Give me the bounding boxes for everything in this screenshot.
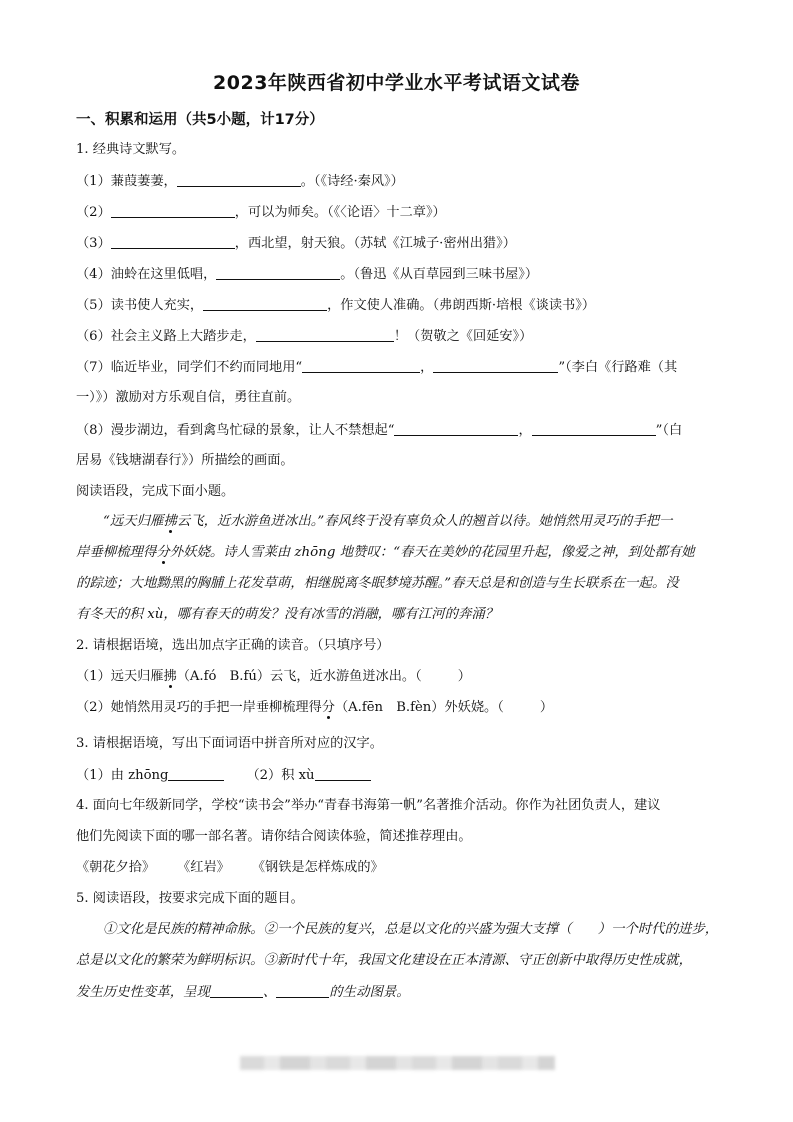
passage-line-3: 的踪迹；大地黝黑的胸脯上花发草萌，相继脱离冬眠梦境苏醒。”春天总是和创造与生长联系在一起。没 xyxy=(76,576,679,591)
q5-passage-line-1: ①文化是民族的精神命脉。②一个民族的复兴，总是以文化的兴盛为强大支撑（ ）一个时代的进步， xyxy=(103,922,719,937)
answer-blank[interactable] xyxy=(111,234,235,249)
q1-item-4: （4）油蛉在这里低唱， 。（鲁迅《从百草园到三味书屋》） xyxy=(76,267,539,282)
q2-item-1: （1）远天归雁拂（A.fó B.fú）云飞，近水游鱼迸冰出。（ ） xyxy=(76,669,471,684)
q1-item-6: （6）社会主义路上大踏步走， ！（贺敬之《回延安》） xyxy=(76,329,533,344)
q1-item-8-cont: 居易《钱塘湖春行》）所描绘的画面。 xyxy=(76,453,294,468)
q4-line-2: 他们先阅读下面的哪一部名著。请你结合阅读体验，简述推荐理由。 xyxy=(76,829,472,844)
answer-blank[interactable] xyxy=(532,421,656,436)
q1-item-8: （8）漫步湖边，看到禽鸟忙碌的景象，让人不禁想起“ ， ”（白 xyxy=(76,423,683,438)
q1-item-7: （7）临近毕业，同学们不约而同地用“ ， ”（李白《行路难（其 xyxy=(76,360,678,375)
book-title: 《钢铁是怎样炼成的》 xyxy=(251,860,384,875)
blurred-watermark xyxy=(240,1056,555,1070)
q1-item-5: （5）读书使人充实， ，作文使人准确。（弗朗西斯·培根《谈读书》） xyxy=(76,298,596,313)
answer-blank[interactable] xyxy=(433,358,558,373)
answer-blank[interactable] xyxy=(216,265,340,280)
section-heading: 一、积累和运用（共5小题，计17分） xyxy=(76,112,324,128)
answer-blank[interactable] xyxy=(315,766,371,781)
q2-item-2: （2）她悄然用灵巧的手把一岸垂柳梳理得分（A.fēn B.fèn）外妖娆。（ ） xyxy=(76,700,553,715)
answer-blank[interactable] xyxy=(177,172,301,187)
exam-title: 2023年陕西省初中学业水平考试语文试卷 xyxy=(213,72,580,94)
q5-passage-line-2: 总是以文化的繁荣为鲜明标识。③新时代十年，我国文化建设在正本清源、守正创新中取得历史性成就， xyxy=(76,953,692,968)
q1-item-2: （2） ，可以为师矣。（《〈论语〉十二章》） xyxy=(76,205,446,220)
answer-blank[interactable] xyxy=(203,296,327,311)
answer-blank[interactable] xyxy=(276,983,329,998)
answer-blank[interactable] xyxy=(394,421,518,436)
q1-item-7-cont: 一）》）激励对方乐观自信，勇往直前。 xyxy=(76,390,301,405)
reading-instruction: 阅读语段，完成下面小题。 xyxy=(76,484,235,499)
q5-stem: 5. 阅读语段，按要求完成下面的题目。 xyxy=(76,891,304,906)
q3-items: （1）由 zhōng （2）积 xù xyxy=(76,766,726,785)
q4-books xyxy=(76,859,726,877)
book-title: 《朝花夕拾》 xyxy=(76,860,156,875)
q1-item-1: （1）蒹葭萋萋， 。（《诗经·秦风》） xyxy=(76,174,404,189)
answer-blank[interactable] xyxy=(210,983,263,998)
passage-line-2: 岸垂柳梳理得分外妖娆。诗人雪莱由 zhōng 地赞叹：“春天在美妙的花园里升起，像爱之神，到处都有她 xyxy=(76,545,695,560)
q5-passage-line-3: 发生历史性变革，呈现 、 的生动图景。 xyxy=(76,985,410,1000)
q2-stem: 2. 请根据语境，选出加点字正确的读音。（只填序号） xyxy=(76,638,390,653)
q1-item-3: （3） ，西北望，射天狼。（苏轼《江城子·密州出猎》） xyxy=(76,236,516,251)
answer-blank[interactable] xyxy=(302,358,420,373)
passage-line-1: “远天归雁拂云飞，近水游鱼迸冰出。”春风终于没有辜负众人的翘首以待。她悄然用灵巧的手把一 xyxy=(103,514,673,529)
passage-line-4: 有冬天的积 xù，哪有春天的萌发？没有冰雪的消融，哪有江河的奔涌？ xyxy=(76,607,499,622)
book-title: 《红岩》 xyxy=(177,860,230,875)
q1-stem: 1. 经典诗文默写。 xyxy=(76,142,186,157)
q3-stem: 3. 请根据语境，写出下面词语中拼音所对应的汉字。 xyxy=(76,736,383,751)
answer-blank[interactable] xyxy=(168,766,224,781)
answer-blank[interactable] xyxy=(111,203,235,218)
q4-line-1: 4. 面向七年级新同学，学校“读书会”举办“青春书海第一帆”名著推介活动。你作为社团负责人，建议 xyxy=(76,798,661,813)
answer-blank[interactable] xyxy=(256,327,394,342)
